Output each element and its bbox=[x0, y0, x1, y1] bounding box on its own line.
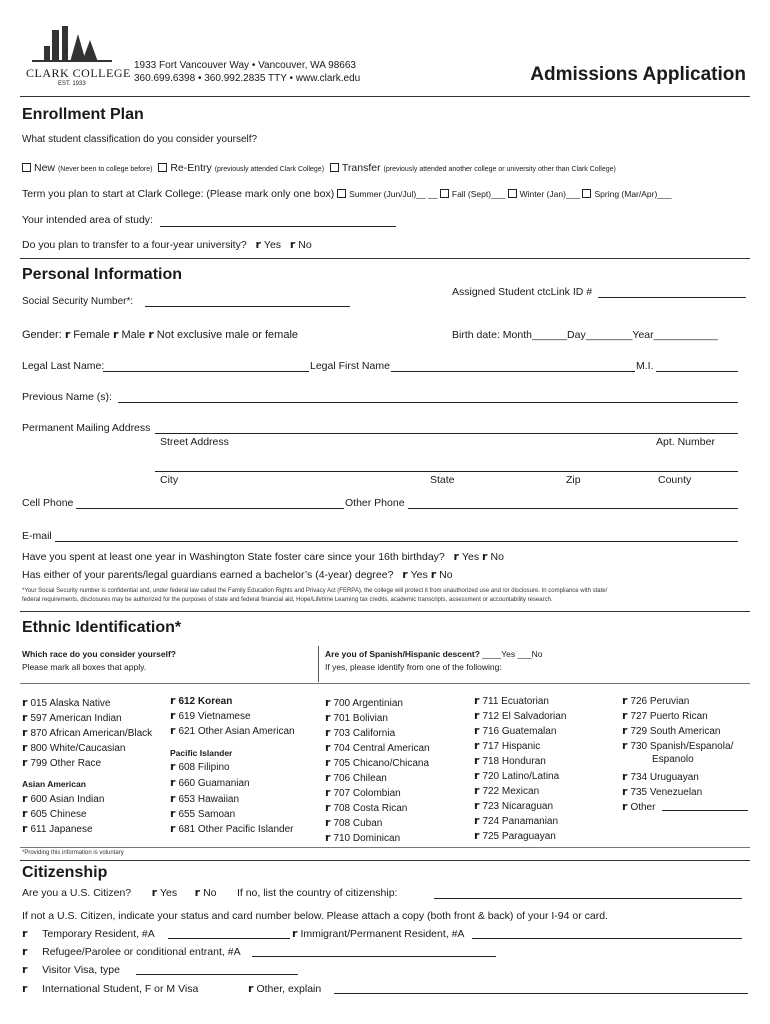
ethnic-title: Ethnic Identification* bbox=[22, 619, 182, 636]
citizen-yes-label: Yes bbox=[160, 887, 178, 899]
mi-label: M.I. bbox=[636, 360, 654, 372]
race-option[interactable]: r 600 Asian Indian bbox=[22, 792, 105, 805]
parents-yes-label: Yes bbox=[410, 569, 428, 581]
college-est: EST. 1933 bbox=[58, 81, 86, 87]
gender-label: Gender: bbox=[22, 329, 62, 341]
ethnic-column-divider bbox=[318, 646, 319, 682]
gender-row bbox=[22, 328, 298, 341]
previous-name-label: Previous Name (s): bbox=[22, 391, 112, 403]
college-name: CLARK COLLEGE bbox=[26, 66, 131, 80]
country-label: If no, list the country of citizenship: bbox=[236, 887, 398, 899]
other-checkbox[interactable]: r bbox=[248, 982, 254, 995]
race-question: Which race do you consider yourself? bbox=[22, 649, 176, 659]
reentry-note: (previously attended Clark College) bbox=[214, 166, 325, 173]
visitor-checkbox[interactable]: r bbox=[22, 963, 28, 976]
hispanic-option[interactable]: r 710 Dominican bbox=[325, 831, 401, 844]
citizen-yes-checkbox[interactable]: r bbox=[151, 886, 157, 899]
hispanic-option-continued: Espanolo bbox=[652, 754, 694, 765]
mailing-label: Permanent Mailing Address bbox=[22, 422, 151, 434]
transfer-no-checkbox[interactable]: r bbox=[289, 238, 296, 251]
city-label: City bbox=[160, 474, 179, 486]
enrollment-divider bbox=[20, 258, 750, 259]
apt-label: Apt. Number bbox=[656, 436, 715, 448]
other-phone-field[interactable] bbox=[408, 508, 738, 509]
personal-divider bbox=[20, 611, 750, 612]
hispanic-option[interactable]: r 735 Venezuelan bbox=[622, 785, 703, 798]
visitor-row bbox=[22, 963, 120, 976]
birth-month-label: Birth date: Month bbox=[452, 329, 532, 341]
county-label: County bbox=[658, 474, 692, 486]
citizenship-instructions: If not a U.S. Citizen, indicate your status and card number below. Please attach a copy (both front & back) of your I-94 or card. bbox=[22, 910, 608, 922]
transfer-note: (previously attended another college or university other than Clark College) bbox=[383, 166, 616, 173]
hispanic-option[interactable]: r 722 Mexican bbox=[474, 784, 540, 797]
temp-resident-checkbox[interactable]: r bbox=[22, 927, 28, 940]
term-spring: Spring (Mar/Apr) bbox=[594, 189, 658, 199]
pacific-header: Pacific Islander bbox=[170, 748, 233, 758]
reentry-label: Re-Entry bbox=[170, 162, 212, 174]
race-hint: Please mark all boxes that apply. bbox=[22, 662, 147, 672]
citizen-row bbox=[22, 886, 397, 899]
ethnic-divider bbox=[20, 860, 750, 861]
foster-no-checkbox[interactable]: r bbox=[482, 550, 488, 563]
reentry-checkbox[interactable] bbox=[158, 163, 167, 172]
classification-options bbox=[22, 162, 616, 174]
citizenship-title: Citizenship bbox=[22, 864, 108, 881]
term-winter-checkbox[interactable] bbox=[508, 189, 517, 198]
hispanic-option[interactable]: r 727 Puerto Rican bbox=[622, 709, 708, 722]
hispanic-yes[interactable]: Yes bbox=[501, 649, 516, 659]
hispanic-option[interactable]: r 734 Uruguayan bbox=[622, 770, 699, 783]
cell-field[interactable] bbox=[76, 508, 344, 509]
ssn-footnote-1: *Your Social Security number is confidential and, under federal law called the Family Education Rights and Privacy Act (FERPA), the college will protect it from unauthorized use and /or disclosure. In compliance with state/ bbox=[22, 588, 608, 594]
hispanic-option[interactable]: r 717 Hispanic bbox=[474, 739, 541, 752]
new-checkbox[interactable] bbox=[22, 163, 31, 172]
temp-resident-field[interactable] bbox=[168, 938, 290, 939]
ssn-field[interactable] bbox=[145, 306, 350, 307]
nonbinary-label: Not exclusive male or female bbox=[156, 329, 299, 341]
citizen-question: Are you a U.S. Citizen? bbox=[22, 887, 132, 899]
parents-question: Has either of your parents/legal guardians earned a bachelor’s (4-year) degree? bbox=[22, 569, 394, 581]
race-option[interactable]: r 800 White/Caucasian bbox=[22, 741, 126, 754]
immigrant-checkbox[interactable]: r bbox=[292, 927, 298, 940]
ethnic-header-rule bbox=[20, 683, 750, 684]
hispanic-option[interactable]: r 720 Latino/Latina bbox=[474, 769, 560, 782]
classification-question: What student classification do you consider yourself? bbox=[22, 134, 258, 145]
transfer-yes-checkbox[interactable]: r bbox=[255, 238, 261, 251]
race-option[interactable]: r 655 Samoan bbox=[170, 807, 236, 820]
race-option[interactable]: r 611 Japanese bbox=[22, 822, 93, 835]
nonbinary-checkbox[interactable]: r bbox=[148, 328, 154, 341]
asian-header: Asian American bbox=[22, 779, 86, 789]
state-label: State bbox=[430, 474, 455, 486]
term-question: Term you plan to start at Clark College: (Please mark only one box) bbox=[22, 188, 335, 200]
race-option[interactable]: r 660 Guamanian bbox=[170, 776, 250, 789]
transfer-yes-label: Yes bbox=[263, 239, 282, 251]
ethnic-bottom-rule bbox=[20, 847, 750, 848]
hispanic-other-field[interactable] bbox=[662, 810, 748, 811]
foster-yes-label: Yes bbox=[461, 551, 480, 563]
hispanic-option[interactable]: r 707 Colombian bbox=[325, 786, 401, 799]
temp-resident-label: Temporary Resident, #A bbox=[42, 928, 155, 940]
intl-student-row bbox=[22, 982, 198, 995]
intl-student-label: International Student, F or M Visa bbox=[42, 983, 199, 995]
race-option[interactable]: r 015 Alaska Native bbox=[22, 696, 111, 709]
email-field[interactable] bbox=[55, 541, 738, 542]
refugee-checkbox[interactable]: r bbox=[22, 945, 28, 958]
ssn-footnote-2: federal requirements, disclosures may be authorized for the purposes of state and federal financial aid, Hope/Lifetime Learning tax credits, academic transcripts, assessment or accountability research. bbox=[22, 597, 553, 603]
immigrant-field[interactable] bbox=[472, 938, 742, 939]
refugee-field[interactable] bbox=[252, 956, 496, 957]
first-name-field[interactable] bbox=[391, 371, 635, 372]
race-option[interactable]: r 653 Hawaiian bbox=[170, 792, 240, 805]
parents-row bbox=[22, 568, 453, 581]
citizen-no-checkbox[interactable]: r bbox=[194, 886, 201, 899]
race-option[interactable]: r 608 Filipino bbox=[170, 760, 230, 773]
parents-yes-checkbox[interactable]: r bbox=[402, 568, 408, 581]
hispanic-option[interactable]: r 725 Paraguayan bbox=[474, 829, 556, 842]
college-address: 1933 Fort Vancouver Way • Vancouver, WA 98663 bbox=[134, 60, 356, 71]
term-fall-checkbox[interactable] bbox=[440, 189, 449, 198]
race-option[interactable]: r 799 Other Race bbox=[22, 756, 102, 769]
hispanic-question: Are you of Spanish/Hispanic descent? bbox=[325, 649, 480, 659]
citizen-no-label: No bbox=[203, 887, 217, 899]
male-label: Male bbox=[121, 329, 146, 341]
temp-resident-row bbox=[22, 927, 155, 940]
hispanic-option[interactable]: r 718 Honduran bbox=[474, 754, 546, 767]
visitor-field[interactable] bbox=[136, 974, 298, 975]
college-logo bbox=[22, 22, 131, 92]
birthdate-row: Birth date: Month______Day________Year___________ bbox=[452, 329, 718, 341]
refugee-label: Refugee/Parolee or conditional entrant, #A bbox=[42, 946, 241, 958]
other-phone-label: Other Phone bbox=[345, 497, 405, 509]
country-field[interactable] bbox=[434, 898, 742, 899]
hispanic-option[interactable]: r 712 El Salvadorian bbox=[474, 709, 567, 722]
birth-year-label: Year bbox=[632, 329, 654, 341]
last-name-label: Legal Last Name: bbox=[22, 360, 105, 372]
refugee-row bbox=[22, 945, 241, 958]
male-checkbox[interactable]: r bbox=[113, 328, 119, 341]
foster-row bbox=[22, 550, 504, 563]
hispanic-option[interactable]: r 711 Ecuatorian bbox=[474, 694, 549, 707]
term-summer: Summer (Jun/Jul) bbox=[349, 189, 417, 199]
race-option[interactable]: r 870 African American/Black bbox=[22, 726, 153, 739]
area-field[interactable] bbox=[160, 226, 396, 227]
college-contact: 360.699.6398 • 360.992.2835 TTY • www.clark.edu bbox=[134, 73, 361, 84]
hispanic-option[interactable]: r 700 Argentinian bbox=[325, 696, 403, 709]
race-option[interactable]: r 612 Korean bbox=[170, 694, 233, 707]
term-row: Term you plan to start at Clark College: (Please mark only one box) Summer (Jun/Jul)__ __ Fall (Sept)___ Winter (Jan)___ Spring (Mar/Apr)___ bbox=[22, 188, 672, 200]
enrollment-title: Enrollment Plan bbox=[22, 106, 144, 123]
street-label: Street Address bbox=[160, 436, 229, 448]
page-title: Admissions Application bbox=[530, 64, 746, 85]
hispanic-option[interactable]: r 706 Chilean bbox=[325, 771, 387, 784]
hispanic-option[interactable]: r 729 South American bbox=[622, 724, 721, 737]
term-winter: Winter (Jan) bbox=[519, 189, 566, 199]
other-row bbox=[248, 982, 321, 995]
foster-question: Have you spent at least one year in Washington State foster care since your 16th birthday? bbox=[22, 551, 445, 563]
cell-label: Cell Phone bbox=[22, 497, 74, 509]
visitor-label: Visitor Visa, type bbox=[42, 964, 120, 976]
term-summer-checkbox[interactable] bbox=[337, 189, 346, 198]
hispanic-option[interactable]: r 724 Panamanian bbox=[474, 814, 559, 827]
other-field[interactable] bbox=[334, 993, 748, 994]
female-checkbox[interactable]: r bbox=[64, 328, 71, 341]
last-name-field[interactable] bbox=[103, 371, 309, 372]
email-label: E-mail bbox=[22, 530, 52, 542]
parents-no-checkbox[interactable]: r bbox=[430, 568, 437, 581]
transfer-question: Do you plan to transfer to a four-year university? bbox=[22, 239, 247, 251]
hispanic-option[interactable]: r 704 Central American bbox=[325, 741, 430, 754]
transfer-row bbox=[22, 238, 312, 251]
race-option[interactable]: r 621 Other Asian American bbox=[170, 724, 295, 737]
hispanic-option[interactable]: r 730 Spanish/Espanola/ bbox=[622, 739, 734, 752]
voluntary-note: *Providing this information is voluntary bbox=[22, 850, 124, 856]
hispanic-option[interactable]: r Other bbox=[622, 800, 656, 813]
race-option[interactable]: r 597 American Indian bbox=[22, 711, 122, 724]
ctclink-field[interactable] bbox=[598, 297, 746, 298]
term-fall: Fall (Sept) bbox=[451, 189, 492, 199]
race-option[interactable]: r 619 Vietnamese bbox=[170, 709, 251, 722]
header-divider bbox=[20, 96, 750, 97]
hispanic-option[interactable]: r 705 Chicano/Chicana bbox=[325, 756, 430, 769]
female-label: Female bbox=[73, 329, 110, 341]
term-spring-checkbox[interactable] bbox=[582, 189, 591, 198]
race-option[interactable]: r 605 Chinese bbox=[22, 807, 87, 820]
other-label: Other, explain bbox=[256, 983, 322, 995]
hispanic-option[interactable]: r 723 Nicaraguan bbox=[474, 799, 554, 812]
ssn-label: Social Security Number*: bbox=[22, 296, 134, 307]
previous-name-field[interactable] bbox=[118, 402, 738, 403]
parents-no-label: No bbox=[439, 569, 453, 581]
zip-label: Zip bbox=[566, 474, 581, 486]
mailing-field[interactable] bbox=[155, 433, 738, 434]
race-option[interactable]: r 681 Other Pacific Islander bbox=[170, 822, 294, 835]
hispanic-option[interactable]: r 726 Peruvian bbox=[622, 694, 690, 707]
transfer-no-label: No bbox=[298, 239, 312, 251]
foster-yes-checkbox[interactable]: r bbox=[453, 550, 459, 563]
hispanic-hint: If yes, please identify from one of the following: bbox=[325, 662, 502, 672]
transfer-label: Transfer bbox=[341, 162, 381, 174]
area-label: Your intended area of study: bbox=[22, 214, 153, 226]
birth-day-label: Day bbox=[567, 329, 586, 341]
immigrant-row bbox=[292, 927, 464, 940]
hispanic-option[interactable]: r 708 Costa Rican bbox=[325, 801, 408, 814]
first-name-label: Legal First Name bbox=[310, 360, 390, 372]
ctclink-label: Assigned Student ctcLink ID # bbox=[452, 286, 593, 298]
hispanic-option[interactable]: r 703 California bbox=[325, 726, 396, 739]
transfer-checkbox[interactable] bbox=[330, 163, 339, 172]
new-note: (Never been to college before) bbox=[57, 166, 153, 173]
foster-no-label: No bbox=[490, 551, 504, 563]
city-state-field[interactable] bbox=[155, 471, 738, 472]
hispanic-option[interactable]: r 701 Bolivian bbox=[325, 711, 388, 724]
mi-field[interactable] bbox=[656, 371, 738, 372]
hispanic-row: Are you of Spanish/Hispanic descent? ____Yes ___No bbox=[325, 649, 543, 659]
hispanic-option[interactable]: r 716 Guatemalan bbox=[474, 724, 557, 737]
intl-student-checkbox[interactable]: r bbox=[22, 982, 28, 995]
immigrant-label: Immigrant/Permanent Resident, #A bbox=[300, 928, 465, 940]
hispanic-no[interactable]: No bbox=[531, 649, 543, 659]
new-label: New bbox=[34, 162, 56, 174]
hispanic-option[interactable]: r 708 Cuban bbox=[325, 816, 383, 829]
personal-title: Personal Information bbox=[22, 266, 183, 283]
